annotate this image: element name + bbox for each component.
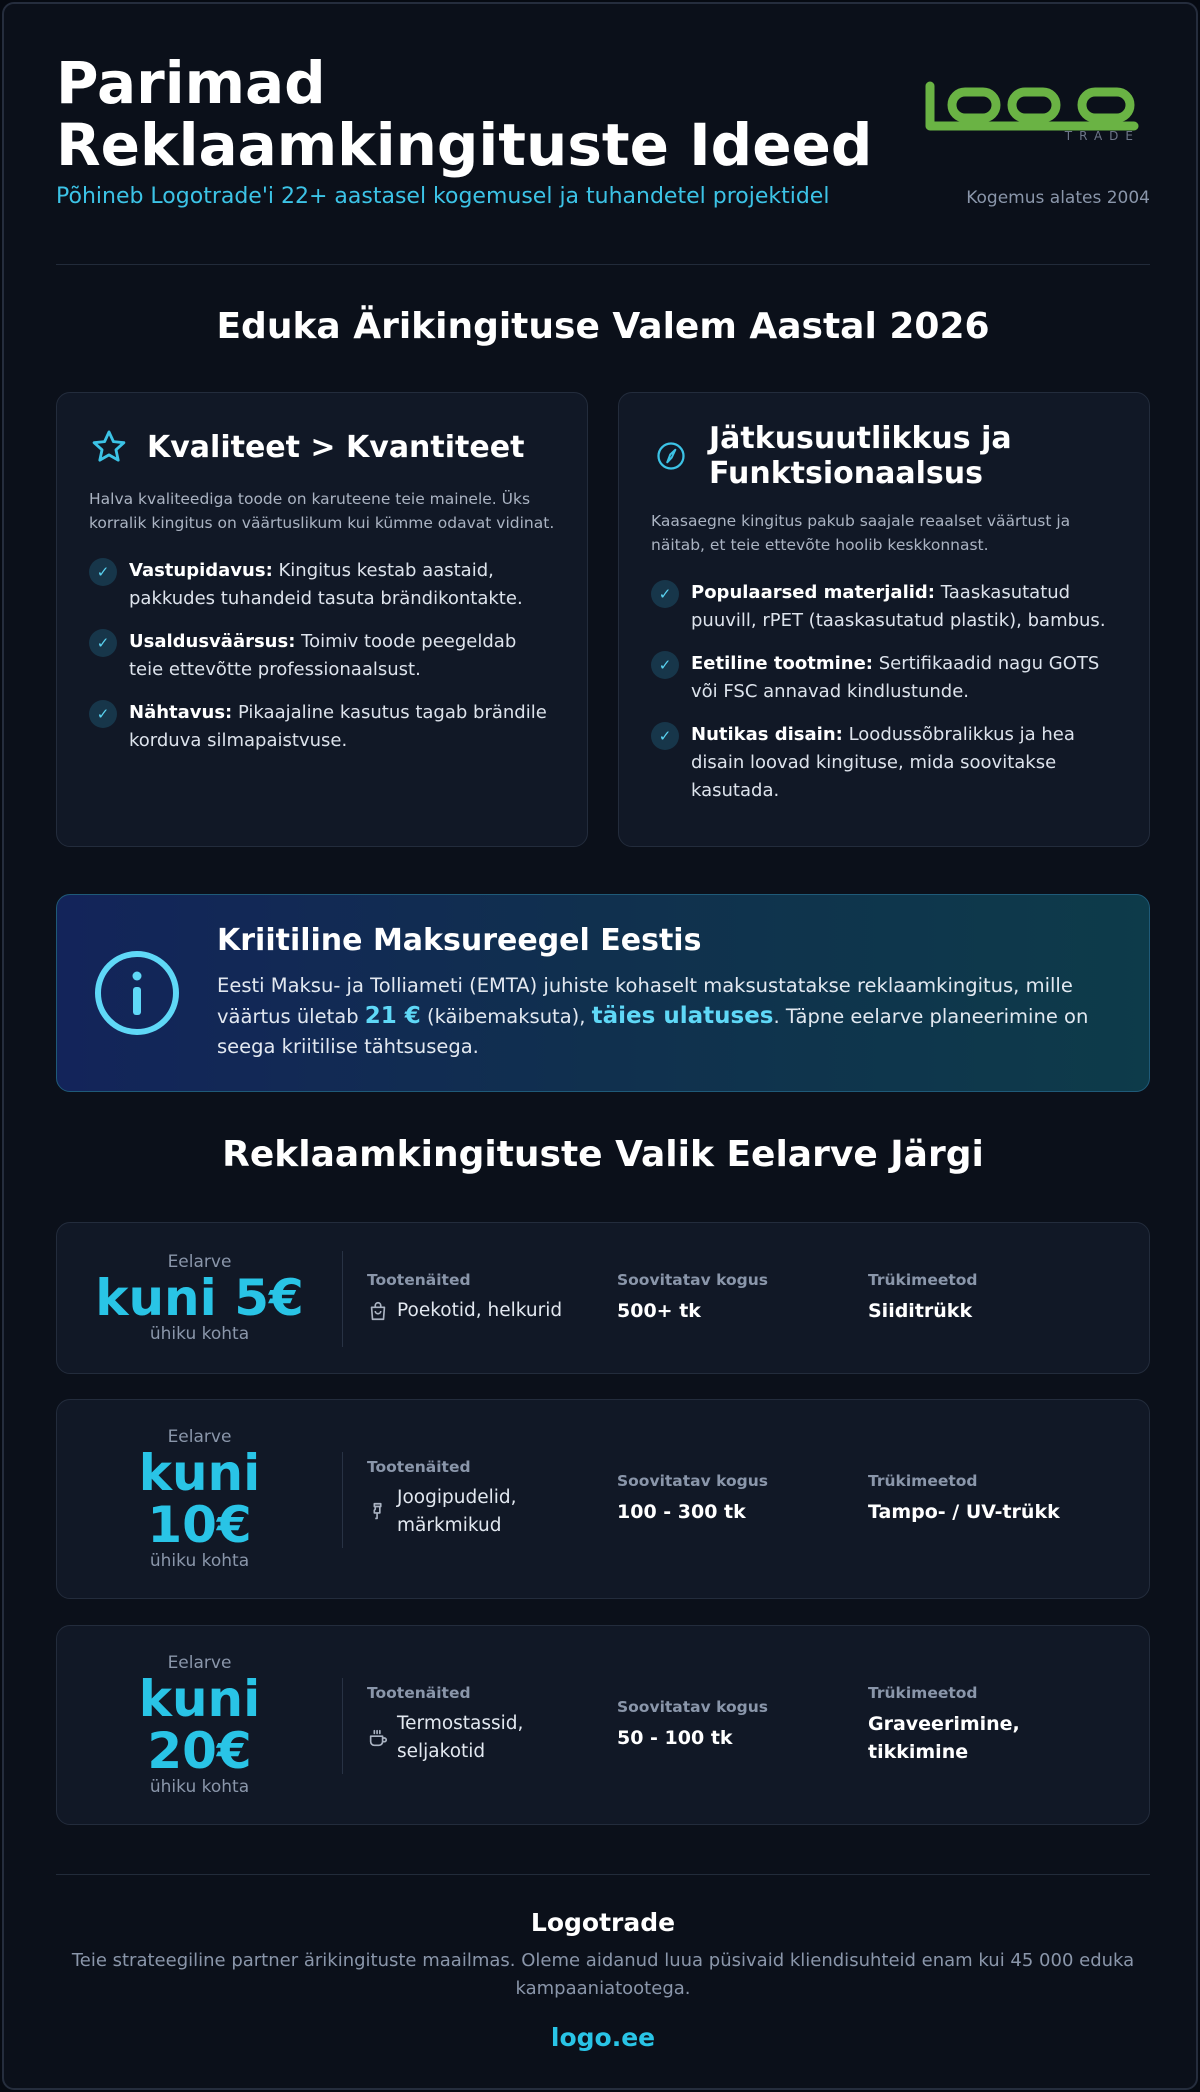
card-description: Halva kvaliteediga toode on karuteene teie mainele. Üks korralik kingitus on väärtuslikum kui kümme odavat vidinat. (89, 490, 555, 532)
bullet-text: Pikaajaline kasutus tagab brändile korduva silmapaistvuse. (129, 702, 547, 751)
check-icon: ✓ (89, 558, 117, 586)
bullet-label: Usaldusväärsus: (129, 631, 296, 652)
quantity-cell (617, 1400, 857, 1598)
budget-label: Eelarve (167, 1653, 232, 1673)
check-icon: ✓ (651, 580, 679, 608)
sustainability-card (618, 392, 1150, 847)
bullet-text: Toimiv toode peegeldab teie ettevõtte professionaalsust. (129, 631, 517, 680)
header (56, 49, 1150, 222)
check-icon: ✓ (651, 722, 679, 750)
page-title: Parimad Reklaamkingituste Ideed (56, 49, 873, 179)
list-item (89, 557, 555, 613)
banner-text-part: Eesti Maksu- ja Tolliameti (EMTA) juhiste kohaselt maksustatakse reklaamkingitus, mille väärtus ületab (217, 974, 1073, 1028)
footer (56, 1908, 1150, 2052)
print-value: Tampo- / UV-trükk (868, 1501, 1060, 1523)
budget-unit: ühiku kohta (149, 1777, 250, 1797)
mug-icon (367, 1727, 389, 1749)
svg-text:TRADE: TRADE (1064, 129, 1140, 142)
col-head-quantity: Soovitatav kogus (617, 1698, 769, 1716)
header-divider (56, 264, 1150, 265)
card-title: Jätkusuutlikkus ja Funktsionaalsus (709, 421, 1012, 491)
logo-tagline: Kogemus alates 2004 (966, 188, 1150, 208)
budget-price-cell (57, 1223, 342, 1373)
col-head-products: Tootenäited (367, 1458, 471, 1476)
product-examples: Poekotid, helkurid (397, 1300, 563, 1321)
budget-label: Eelarve (167, 1427, 232, 1447)
footer-divider (56, 1874, 1150, 1875)
banner-text (217, 971, 1127, 1062)
card-description: Kaasaegne kingitus pakub saajale reaalset väärtust ja näitab, et teie ettevõte hoolib keskkonnast. (651, 512, 1071, 554)
list-item (89, 699, 555, 755)
budget-unit: ühiku kohta (149, 1324, 250, 1344)
bullet-label: Nutikas disain: (691, 724, 843, 745)
products-cell (367, 1223, 607, 1373)
footer-title: Logotrade (530, 1908, 676, 1937)
card-title: Kvaliteet > Kvantiteet (147, 429, 525, 465)
bullet-text: Taaskasutatud puuvill, rPET (taaskasutatud plastik), bambus. (691, 582, 1106, 631)
print-cell (868, 1400, 1128, 1598)
logo-mark (922, 80, 1146, 142)
list-item (651, 579, 1117, 635)
budget-price-cell (57, 1400, 342, 1598)
star-icon (89, 427, 129, 467)
products-cell (367, 1626, 607, 1824)
budget-title: Reklaamkingituste Valik Eelarve Järgi (222, 1134, 984, 1175)
col-head-quantity: Soovitatav kogus (617, 1271, 769, 1289)
product-examples: Joogipudelid, märkmikud (397, 1487, 517, 1536)
column-divider (342, 1452, 343, 1548)
budget-row (56, 1399, 1150, 1599)
budget-price-cell (57, 1626, 342, 1824)
col-head-products: Tootenäited (367, 1271, 471, 1289)
quality-card (56, 392, 588, 847)
bottle-icon (367, 1501, 389, 1523)
budget-label: Eelarve (167, 1252, 232, 1272)
col-head-print: Trükimeetod (868, 1271, 978, 1289)
budget-row (56, 1625, 1150, 1825)
budget-price: kuni 5€ (95, 1269, 304, 1327)
bag-icon (367, 1300, 389, 1322)
col-head-print: Trükimeetod (868, 1684, 978, 1702)
quantity-value: 100 - 300 tk (617, 1501, 746, 1523)
budget-row (56, 1222, 1150, 1374)
page-frame (2, 2, 1198, 2090)
bullet-label: Vastupidavus: (129, 560, 273, 581)
print-cell (868, 1223, 1128, 1373)
products-cell (367, 1400, 607, 1598)
page-subtitle: Põhineb Logotrade'i 22+ aastasel kogemusel ja tuhandetel projektidel (56, 184, 830, 209)
product-examples: Termostassid, seljakotid (397, 1713, 524, 1762)
bullet-text: Kingitus kestab aastaid, pakkudes tuhandeid tasuta brändikontakte. (129, 560, 523, 609)
bullet-text: Loodussõbralikkus ja hea disain loovad kingituse, mida soovitakse kasutada. (691, 724, 1075, 801)
formula-title: Eduka Ärikingituse Valem Aastal 2026 (216, 306, 990, 347)
list-item (651, 721, 1117, 805)
bullet-text: Sertifikaadid nagu GOTS või FSC annavad kindlustunde. (691, 653, 1100, 702)
bullet-label: Eetiline tootmine: (691, 653, 873, 674)
quantity-cell (617, 1626, 857, 1824)
col-head-quantity: Soovitatav kogus (617, 1472, 769, 1490)
tax-threshold: 21 € (364, 1003, 421, 1029)
footer-text: Teie strateegiline partner ärikingituste maailmas. Oleme aidanud luua püsivaid kliendisuhteid enam kui 45 000 eduka kampaaniatootega. (71, 1950, 1135, 1999)
budget-price: kuni 10€ (138, 1444, 261, 1554)
check-icon: ✓ (651, 651, 679, 679)
bullet-label: Nähtavus: (129, 702, 233, 723)
info-icon (93, 949, 181, 1041)
quantity-value: 50 - 100 tk (617, 1727, 733, 1749)
compass-icon (651, 436, 691, 476)
budget-price: kuni 20€ (138, 1670, 261, 1780)
banner-title: Kriitiline Maksureegel Eestis (217, 923, 702, 958)
col-head-print: Trükimeetod (868, 1472, 978, 1490)
check-icon: ✓ (89, 629, 117, 657)
column-divider (342, 1251, 343, 1347)
print-cell (868, 1626, 1098, 1824)
print-value: Siiditrükk (868, 1300, 973, 1322)
banner-emphasis: täies ulatuses (591, 1003, 774, 1029)
footer-link[interactable]: logo.ee (550, 2023, 656, 2052)
check-icon: ✓ (89, 700, 117, 728)
print-value: Graveerimine, tikkimine (868, 1713, 1020, 1763)
quantity-cell (617, 1223, 857, 1373)
banner-text-part: (käibemaksuta), (420, 1005, 592, 1028)
tax-rule-banner (56, 894, 1150, 1092)
quantity-value: 500+ tk (617, 1300, 701, 1322)
list-item (651, 650, 1117, 706)
banner-text-part: . Täpne eelarve planeerimine on seega kriitilise tähtsusega. (217, 1005, 1089, 1058)
budget-unit: ühiku kohta (149, 1551, 250, 1571)
bullet-label: Populaarsed materjalid: (691, 582, 936, 603)
list-item (89, 628, 555, 684)
col-head-products: Tootenäited (367, 1684, 471, 1702)
logotrade-logo (918, 80, 1150, 208)
column-divider (342, 1678, 343, 1774)
